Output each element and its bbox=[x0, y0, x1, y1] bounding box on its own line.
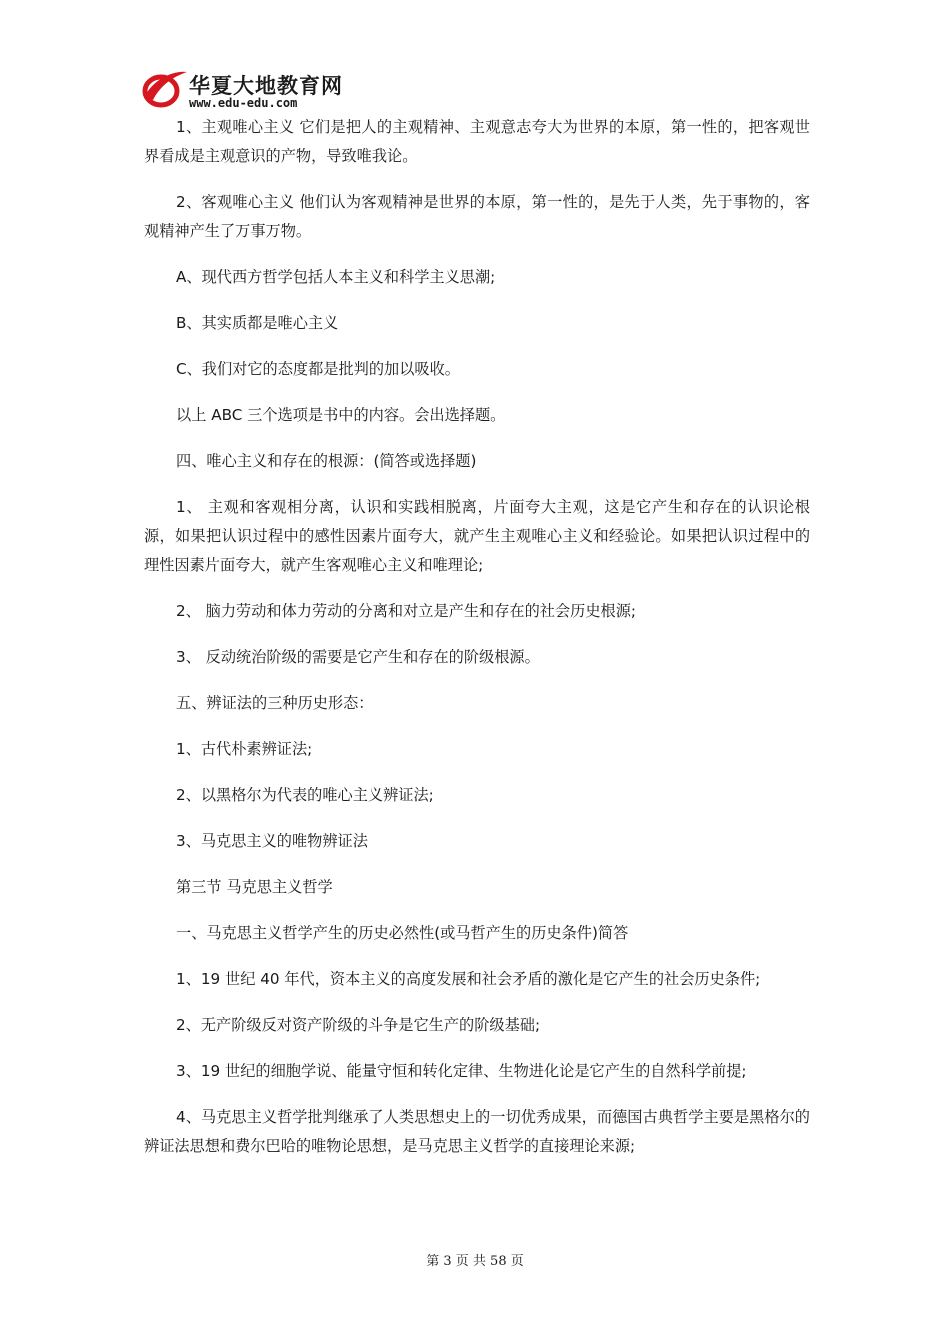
paragraph: 1、古代朴素辨证法; bbox=[176, 740, 313, 758]
paragraph: 4、马克思主义哲学批判继承了人类思想史上的一切优秀成果，而德国古典哲学主要是黑格尔的辨证法思想和费尔巴哈的唯物论思想，是马克思主义哲学的直接理论来源; bbox=[144, 1108, 810, 1155]
paragraph: 1、19 世纪 40 年代，资本主义的高度发展和社会矛盾的激化是它产生的社会历史条件; bbox=[176, 970, 761, 988]
page-number: 第 3 页 共 58 页 bbox=[426, 1254, 524, 1269]
paragraph: 3、马克思主义的唯物辨证法 bbox=[176, 832, 368, 850]
logo-url: www.edu-edu.com bbox=[189, 96, 298, 110]
logo-title: 华夏大地教育网 bbox=[189, 74, 343, 98]
paragraph: 以上 ABC 三个选项是书中的内容。会出选择题。 bbox=[176, 406, 506, 424]
paragraph: B、其实质都是唯心主义 bbox=[176, 314, 339, 332]
paragraph: 3、 反动统治阶级的需要是它产生和存在的阶级根源。 bbox=[176, 648, 540, 666]
document-body bbox=[144, 113, 810, 1178]
paragraph: 1、 主观和客观相分离，认识和实践相脱离，片面夸大主观，这是它产生和存在的认识论根源，如果把认识过程中的感性因素片面夸大，就产生主观唯心主义和经验论。如果把认识过程中的理性因素片面夸大，就产生客观唯心主义和唯理论; bbox=[144, 498, 810, 574]
paragraph: 1、主观唯心主义 它们是把人的主观精神、主观意志夸大为世界的本原，第一性的，把客观世界看成是主观意识的产物，导致唯我论。 bbox=[144, 118, 810, 165]
section-heading: 一、马克思主义哲学产生的历史必然性(或马哲产生的历史条件)简答 bbox=[176, 924, 629, 942]
paragraph: 2、客观唯心主义 他们认为客观精神是世界的本原，第一性的，是先于人类，先于事物的，客观精神产生了万事万物。 bbox=[144, 193, 810, 240]
paragraph: C、我们对它的态度都是批判的加以吸收。 bbox=[176, 360, 460, 378]
page-header bbox=[139, 64, 379, 114]
paragraph: 2、以黑格尔为代表的唯心主义辨证法; bbox=[176, 786, 434, 804]
logo-swoosh-icon bbox=[139, 66, 189, 112]
paragraph: A、现代西方哲学包括人本主义和科学主义思潮; bbox=[176, 268, 496, 286]
section-heading: 五、辨证法的三种历史形态： bbox=[176, 694, 374, 712]
paragraph: 3、19 世纪的细胞学说、能量守恒和转化定律、生物进化论是它产生的自然科学前提; bbox=[176, 1062, 747, 1080]
paragraph: 2、无产阶级反对资产阶级的斗争是它生产的阶级基础; bbox=[176, 1016, 541, 1034]
chapter-heading: 第三节 马克思主义哲学 bbox=[176, 878, 333, 896]
section-heading: 四、唯心主义和存在的根源：(简答或选择题) bbox=[176, 452, 477, 470]
paragraph: 2、 脑力劳动和体力劳动的分离和对立是产生和存在的社会历史根源; bbox=[176, 602, 637, 620]
